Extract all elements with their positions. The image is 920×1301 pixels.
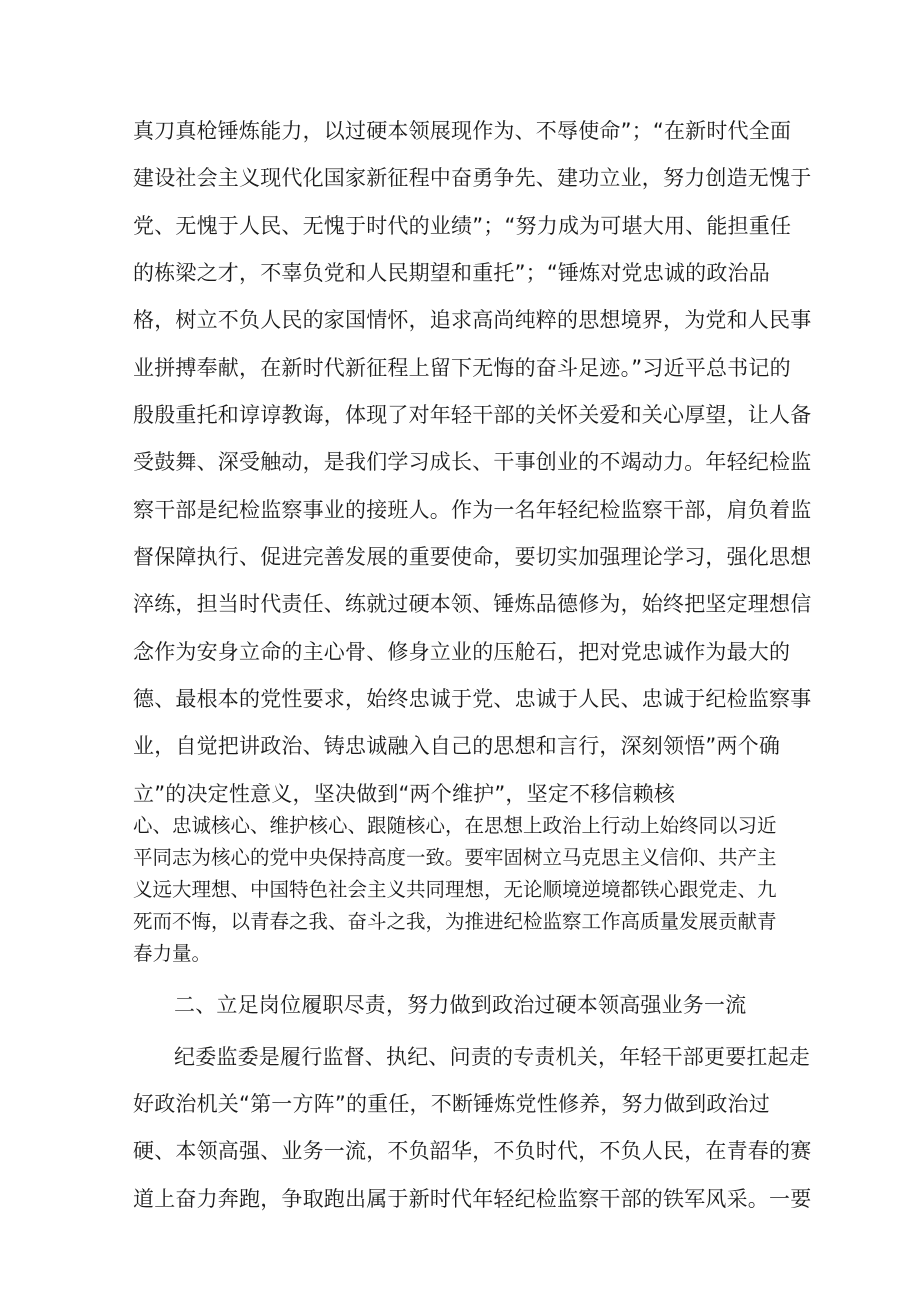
text-line: 德、最根本的党性要求，始终忠诚于党、忠诚于人民、忠诚于纪检监察事 bbox=[133, 687, 812, 711]
text-line: 义远大理想、中国特色社会主义共同理想，无论顺境逆境都铁心跟党走、九 bbox=[133, 878, 777, 901]
text-line: 督保障执行、促进完善发展的重要使命，要切实加强理论学习，强化思想 bbox=[133, 545, 812, 569]
text-line: 殷殷重托和谆谆教诲，体现了对年轻干部的关怀关爱和关心厚望，让人备 bbox=[133, 403, 812, 427]
text-line: 党、无愧于人民、无愧于时代的业绩”；“努力成为可堪大用、能担重任 bbox=[133, 214, 792, 238]
text-line: 纪委监委是履行监督、执纪、问责的专责机关，年轻干部更要扛起走 bbox=[174, 1045, 810, 1069]
text-line: 格，树立不负人民的家国情怀，追求高尚纯粹的思想境界，为党和人民事 bbox=[133, 308, 812, 332]
text-line: 死而不悔，以青春之我、奋斗之我，为推进纪检监察工作高质量发展贡献青 bbox=[133, 910, 777, 933]
text-line: 心、忠诚核心、维护核心、跟随核心，在思想上政治上行动上始终同以习近 bbox=[133, 814, 777, 837]
text-line: 好政治机关“第一方阵”的重任，不断锤炼党性修养，努力做到政治过 bbox=[133, 1092, 770, 1116]
text-line: 念作为安身立命的主心骨、修身立业的压舱石，把对党忠诚作为最大的 bbox=[133, 640, 791, 664]
text-line: 受鼓舞、深受触动，是我们学习成长、干事创业的不竭动力。年轻纪检监 bbox=[133, 450, 812, 474]
text-line: 春力量。 bbox=[133, 942, 212, 965]
text-line: 察干部是纪检监察事业的接班人。作为一名年轻纪检监察干部，肩负着监 bbox=[133, 498, 812, 522]
text-line: 道上奋力奔跑，争取跑出属于新时代年轻纪检监察干部的铁军风采。一要 bbox=[133, 1187, 812, 1211]
text-line: 业拼搏奉献，在新时代新征程上留下无悔的奋斗足迹。”习近平总书记的 bbox=[133, 356, 791, 380]
text-line: 平同志为核心的党中央保持高度一致。要牢固树立马克思主义信仰、共产主 bbox=[133, 846, 777, 869]
section-heading: 二、立足岗位履职尽责，努力做到政治过硬本领高强业务一流 bbox=[174, 993, 747, 1017]
text-line: 淬练，担当时代责任、练就过硬本领、锤炼品德修为，始终把坚定理想信 bbox=[133, 592, 812, 616]
text-line: 建设社会主义现代化国家新征程中奋勇争先、建功立业，努力创造无愧于 bbox=[133, 166, 812, 190]
text-line: 业，自觉把讲政治、铸忠诚融入自己的思想和言行，深刻领悟”两个确 bbox=[133, 734, 781, 758]
text-line: 的栋梁之才，不辜负党和人民期望和重托”；“锤炼对党忠诚的政治品 bbox=[133, 261, 770, 285]
text-line: 硬、本领高强、业务一流，不负韶华，不负时代，不负人民，在青春的赛 bbox=[133, 1139, 812, 1163]
text-line: 立”的决定性意义，坚决做到“两个维护”，坚定不移信赖核 bbox=[133, 782, 676, 806]
text-line: 真刀真枪锤炼能力，以过硬本领展现作为、不辱使命”；“在新时代全面 bbox=[133, 119, 792, 143]
